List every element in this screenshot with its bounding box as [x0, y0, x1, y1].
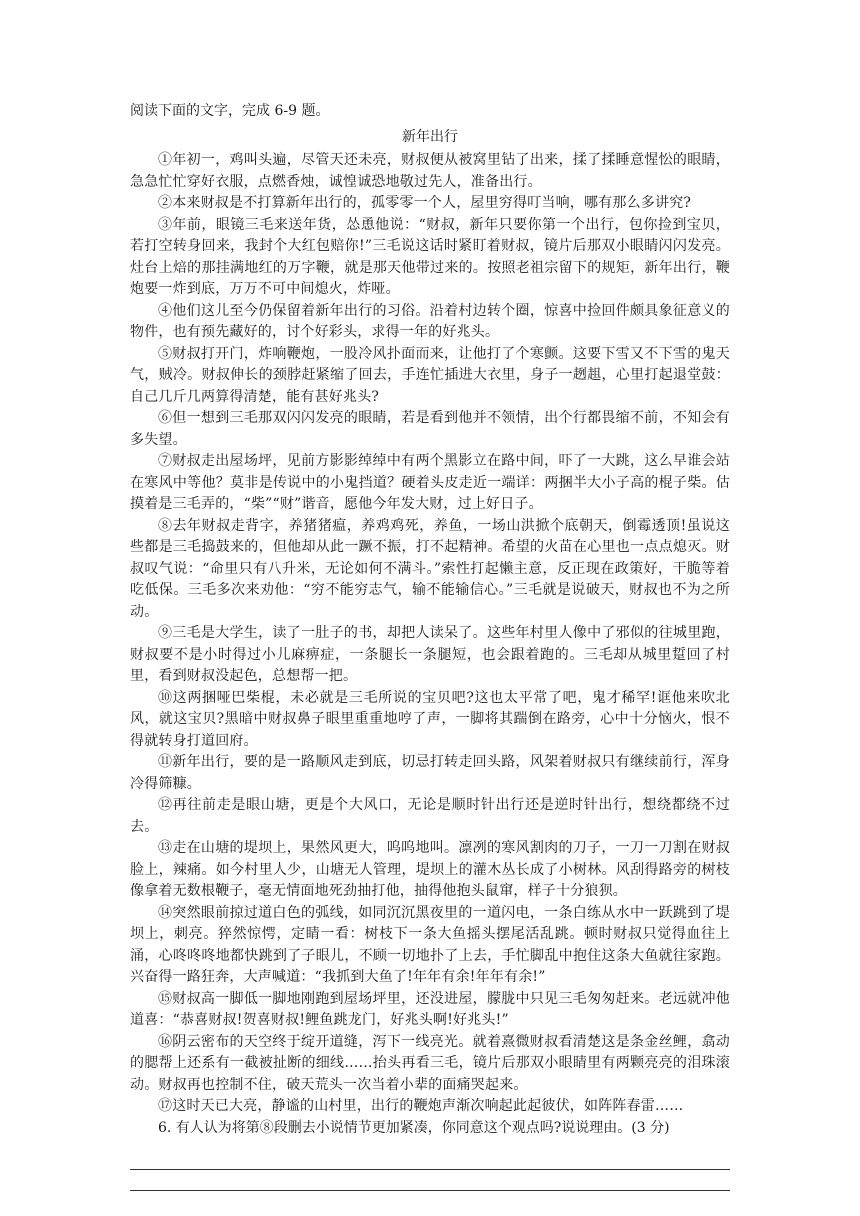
paragraph-8: ⑧去年财叔走背字，养猪猪瘟，养鸡鸡死，养鱼，一场山洪掀个底朝天，倒霉透顶!虽说这些都是三毛捣鼓来的，但他却从此一蹶不振，打不起精神。希望的火苗在心里也一点点熄灭。财叔叹气说：“命里只有八升米，无论如何不满斗。”索性打起懒主意，反正现在政策好，干脆等着吃低保。三毛多次来劝他：“穷不能穷志气，输不能输信心。”三毛就是说破天，财叔也不为之所动。 [130, 517, 730, 620]
paragraph-7: ⑦财叔走出屋场坪，见前方影影绰绰中有两个黑影立在路中间，吓了一大跳，这么早谁会站在寒风中等他？莫非是传说中的小鬼挡道？硬着头皮走近一端详：两捆半大小子高的棍子柴。估摸着是三毛弄的，“柴”“财”谐音，愿他今年发大财，过上好日子。 [130, 453, 730, 512]
reading-instruction: 阅读下面的文字，完成 6-9 题。 [130, 103, 330, 119]
paragraph-2: ②本来财叔是不打算新年出行的，孤零零一个人，屋里穷得叮当响，哪有那么多讲究? [158, 195, 692, 211]
paragraph-3: ③年前，眼镜三毛来送年货，怂恿他说：“财叔，新年只要你第一个出行，包你捡到宝贝，若打空转身回来，我封个大红包赔你!”三毛说这话时紧盯着财叔，镜片后那双小眼睛闪闪发亮。灶台上焙的那挂满地红的万字鞭，就是那天他带过来的。按照老祖宗留下的规矩，新年出行，鞭炮要一炸到底，万万不可中间熄火，炸哑。 [130, 216, 730, 297]
paragraph-6: ⑥但一想到三毛那双闪闪发亮的眼睛，若是看到他并不领情，出个行都畏缩不前，不知会有多失望。 [130, 410, 730, 448]
paragraph-11: ⑪新年出行，要的是一路顺风走到底，切忌打转走回头路，风架着财叔只有继续前行，浑身冷得筛糠。 [130, 754, 730, 792]
paragraph-17: ⑰这时天已大亮，静谧的山村里，出行的鞭炮声渐次响起此起彼伏，如阵阵春雷…… [158, 1098, 684, 1114]
paragraph-16: ⑯阴云密布的天空终于绽开道缝，泻下一线亮光。就着熹微财叔看清楚这是条金丝鲤，翕动的腮帮上还系有一截被扯断的细线……抬头再看三毛，镜片后那双小眼睛里有两颗亮亮的泪珠滚动。财叔再也控制不住，破天荒头一次当着小辈的面痛哭起来。 [130, 1033, 730, 1093]
paragraph-5: ⑤财叔打开门，炸响鞭炮，一股冷风扑面而来，让他打了个寒颤。这要下雪又不下雪的鬼天气，贼冷。财叔伸长的颈脖赶紧缩了回去，手连忙插进大衣里，身子一趔趄，心里打起退堂鼓：自己几斤几两算得清楚，能有甚好兆头? [130, 345, 730, 405]
document-page [130, 100, 730, 1191]
paragraph-10: ⑩这两捆哑巴柴棍，未必就是三毛所说的宝贝吧?这也太平常了吧，鬼才稀罕!诓他来吹北风，就这宝贝?黑暗中财叔鼻子眼里重重地哼了声，一脚将其踹倒在路旁，心中十分恼火，恨不得就转身打道回府。 [130, 689, 730, 749]
paragraph-9: ⑨三毛是大学生，读了一肚子的书，却把人读呆了。这些年村里人像中了邪似的往城里跑，财叔要不是小时得过小儿麻痹症，一条腿长一条腿短，也会跟着跑的。三毛却从城里踅回了村里，看到财叔没起色，总想帮一把。 [130, 625, 730, 684]
paragraph-15: ⑮财叔高一脚低一脚地刚跑到屋场坪里，还没进屋，朦胧中只见三毛匆匆赶来。老远就冲他道喜：“恭喜财叔!贺喜财叔!鲤鱼跳龙门，好兆头啊!好兆头!” [130, 990, 730, 1028]
paragraph-1: ①年初一，鸡叫头遍，尽管天还未亮，财叔便从被窝里钻了出来，揉了揉睡意惺忪的眼睛，急急忙忙穿好衣服，点燃香烛，诚惶诚恐地敬过先人，准备出行。 [130, 152, 730, 190]
paragraph-4: ④他们这儿至今仍保留着新年出行的习俗。沿着村边转个圈，惊喜中捡回件颇具象征意义的物件，也有预先藏好的，讨个好彩头，求得一年的好兆头。 [130, 302, 730, 340]
question-6: 6. 有人认为将第⑧段删去小说情节更加紧凑，你同意这个观点吗?说说理由。(3 分) [158, 1119, 670, 1136]
paragraph-14: ⑭突然眼前掠过道白色的弧线，如同沉沉黑夜里的一道闪电，一条白练从水中一跃跳到了堤坝上，刺亮。猝然惊愕，定睛一看：树枝下一条大鱼摇头摆尾活乱跳。顿时财叔只觉得血往上涌，心咚咚咚地都快跳到了子眼儿，不顾一切地扑了上去，手忙脚乱中抱住这条大鱼就往家跑。兴奋得一路狂奔，大声喊道：“我抓到大鱼了!年年有余!年年有余!” [130, 904, 730, 985]
paragraph-12: ⑫再往前走是眼山塘，更是个大风口，无论是顺时针出行还是逆时针出行，想绕都绕不过去。 [130, 797, 730, 835]
paragraph-13: ⑬走在山塘的堤坝上，果然风更大，呜呜地叫。凛冽的寒风割肉的刀子，一刀一刀割在财叔脸上，辣痛。如今村里人少，山塘无人管理，堤坝上的灌木丛长成了小树林。风刮得路旁的树枝像拿着无数根鞭子，毫无情面地死劲抽打他，抽得他抱头鼠窜，样子十分狼狈。 [130, 840, 730, 899]
story-title: 新年出行 [402, 129, 458, 145]
answer-line-1[interactable] [130, 1169, 730, 1170]
answer-line-2[interactable] [130, 1190, 730, 1191]
story-body [130, 150, 730, 1118]
